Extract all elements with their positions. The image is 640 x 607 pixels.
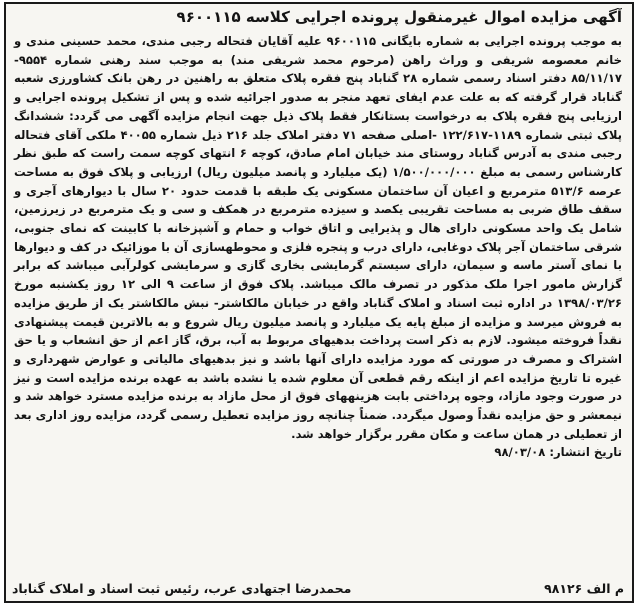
publication-date: تاریخ انتشار: ۹۸/۰۳/۰۸ [494, 445, 622, 460]
notice-footer [12, 581, 624, 597]
notice-title: آگهی مزایده اموال غیرمنقول پرونده اجرایی کلاسه ۹۶۰۰۱۱۵ [176, 8, 622, 26]
signature-line: محمدرضا اجتهادی عرب، رئیس ثبت اسناد و املاک گناباد [12, 581, 352, 596]
notice-body: به موجب پرونده اجرایی به شماره بایگانی ۹۶۰۰۱۱۵ علیه آقایان فتحاله رجبی مندی، محمد حسینی مندی و خانم معصومه شریفی و وراث راهن (مرحوم محمد شریفی مند) به موجب سند رهنی شماره ۹۵۵۴- ۸۵/۱۱/۱۷ دفتر اسناد رسمی شماره ۲۸ گناباد پنج فقره پلاک متعلق به راهنین در رهن بانک کشاورزی شعبه گناباد قرار گرفته که به علت عدم ایفای تعهد منجر به صدور اجرائیه شده و پس از تشکیل پرونده اجرایی و ارزیابی پنج فقره پلاک به درخواست بستانکار فقط پلاک ذیل جهت انجام مزایده آگهی می گردد: ششدانگ پلاک ثبتی شماره ۱۱۸۹-۱۲۲/۶۱۷ -اصلی صفحه ۷۱ دفتر املاک جلد ۲۱۶ ذیل شماره ۴۰۰۵۵ ملکی آقای فتحاله رجبی مندی به آدرس گناباد روستای مند خیابان امام صادق، کوچه ۶ انتهای کوچه سمت راست که طبق نظر کارشناس رسمی به مبلغ ۱/۵۰۰/۰۰۰/۰۰۰ (یک میلیارد و پانصد میلیون ریال) ارزیابی و پلاک فوق به مساحت عرصه ۵۱۳/۶ مترمربع و اعیان آن ساختمان مسکونی یک طبقه با قدمت حدود ۲۰ سال با دیوارهای آجری و سقف طاق ضربی به مساحت تقریبی یکصد و سیزده مترمربع در همکف و سی و یک مترمربع در زیرزمین، شامل یک واحد مسکونی دارای هال و پذیرایی و اتاق خواب و حمام و آشپزخانه با کابینت که نمای جنوبی، شرقی ساختمان آجر پلاک دوغابی، دارای درب و پنجره فلزی و محوطهسازی آن با موزائیک در کف و دیوارها با نمای آستر ماسه و سیمان، دارای سیستم گرمایشی بخاری گازی و سرمایشی کولرآبی میباشد که برابر گزارش مامور اجرا ملک مذکور در تصرف مالک میباشد. پلاک فوق از ساعت ۹ الی ۱۲ روز یکشنبه مورخ ۱۳۹۸/۰۳/۲۶ در اداره ثبت اسناد و املاک گناباد واقع در خیابان مالکاشتر- نبش مالکاشتر یک از طریق مزایده به فروش میرسد و مزایده از مبلغ پایه یک میلیارد و پانصد میلیون ریال شروع و به بالاترین قیمت پیشنهادی نقداً فروخته میشود. لازم به ذکر است پرداخت بدهیهای مربوط به آب، برق، گاز اعم از حق انشعاب و یا حق اشتراک و مصرف در صورتی که مورد مزایده دارای آنها باشد و نیز بدهیهای مالیاتی و عوارض شهرداری و غیره تا تاریخ مزایده اعم از اینکه رقم قطعی آن معلوم شده یا نشده باشد به عهده برنده مزایده است و نیز در صورت وجود مازاد، وجوه پرداختی بابت هزینههای فوق از محل مازاد به برنده مزایده مسترد خواهد شد و نیمعشر و حق مزایده نقداً وصول میگردد. ضمناً چنانچه روز مزایده تعطیل رسمی گردد، مزایده روز اداری بعد از تعطیلی در همان ساعت و مکان مقرر برگزار خواهد شد. [14, 34, 623, 441]
auction-notice [4, 2, 634, 603]
reference-code: م الف ۹۸۱۲۶ [544, 581, 624, 596]
